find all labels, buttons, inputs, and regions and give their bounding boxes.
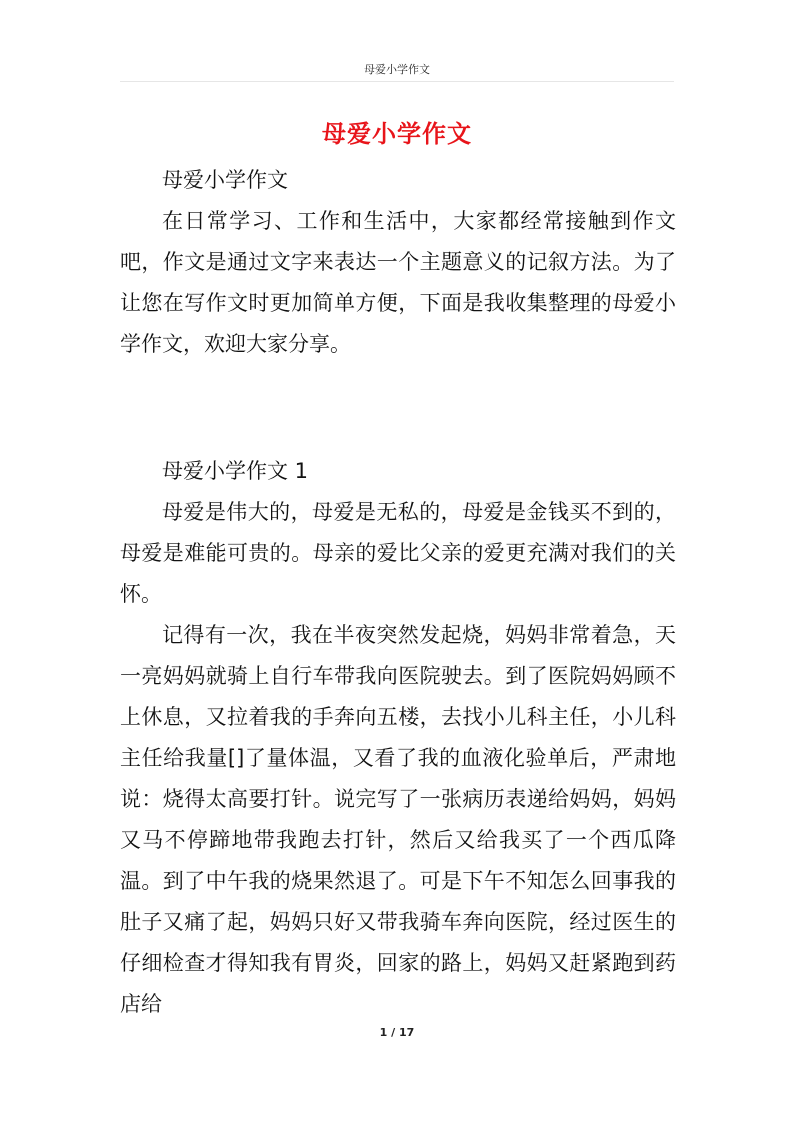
running-header: 母爱小学作文 xyxy=(364,63,430,76)
intro-heading: 母爱小学作文 xyxy=(162,168,288,192)
document-title: 母爱小学作文 xyxy=(322,120,472,148)
intro-block xyxy=(120,160,676,365)
section-1-block xyxy=(120,451,676,1025)
intro-paragraph: 在日常学习、工作和生活中，大家都经常接触到作文吧，作文是通过文字来表达一个主题意义的记叙方法。为了让您在写作文时更加简单方便，下面是我收集整理的母爱小学作文，欢迎大家分享。 xyxy=(120,209,676,356)
section-1-paragraph: 母爱是伟大的，母爱是无私的，母爱是金钱买不到的，母爱是难能可贵的。母亲的爱比父亲的爱更充满对我们的关怀。 xyxy=(120,500,676,606)
header-divider xyxy=(120,81,674,82)
section-1-heading: 母爱小学作文 1 xyxy=(162,459,309,483)
page-indicator: 1 / 17 xyxy=(379,1026,415,1039)
section-1-paragraph: 记得有一次，我在半夜突然发起烧，妈妈非常着急，天一亮妈妈就骑上自行车带我向医院驶去。到了医院妈妈顾不上休息，又拉着我的手奔向五楼，去找小儿科主任，小儿科主任给我量[]了量体温，又看了我的血液化验单后，严肃地说：烧得太高要打针。说完写了一张病历表递给妈妈，妈妈又马不停蹄地带我跑去打针，然后又给我买了一个西瓜降温。到了中午我的烧果然退了。可是下午不知怎么回事我的肚子又痛了起，妈妈只好又带我骑车奔向医院，经过医生的仔细检查才得知我有胃炎，回家的路上，妈妈又赶紧跑到药店给 xyxy=(120,623,676,1016)
